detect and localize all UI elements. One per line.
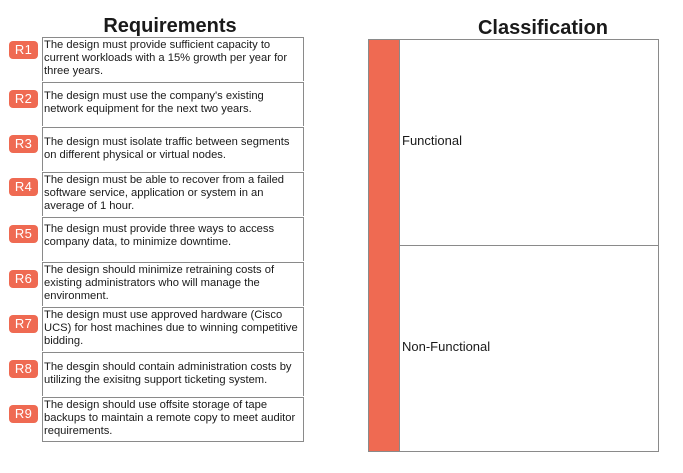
- requirement-badge: R2: [9, 90, 38, 108]
- requirement-card[interactable]: [42, 352, 304, 396]
- requirement-badge: R1: [9, 41, 38, 59]
- classification-panel: [368, 39, 659, 452]
- requirement-row-r7[interactable]: [0, 307, 310, 352]
- requirement-card[interactable]: [42, 37, 304, 81]
- requirement-text: The design must use approved hardware (Cisco UCS) for host machines due to winning competitive bidding.: [44, 309, 298, 347]
- requirement-row-r4[interactable]: [0, 172, 310, 217]
- requirement-text: The design should use offsite storage of tape backups to maintain a remote copy to meet auditor requirements.: [44, 399, 296, 437]
- requirement-card[interactable]: [42, 262, 304, 306]
- classification-bar: [369, 40, 400, 451]
- requirement-badge: R9: [9, 405, 38, 423]
- functional-drop-zone-label[interactable]: Functional: [402, 133, 462, 148]
- requirement-card[interactable]: [42, 217, 304, 261]
- requirement-row-r2[interactable]: [0, 82, 310, 127]
- requirement-card[interactable]: [42, 307, 304, 351]
- requirement-card[interactable]: [42, 397, 304, 442]
- requirement-text: The design must provide three ways to access company data, to minimize downtime.: [44, 223, 275, 248]
- requirement-card[interactable]: [42, 127, 304, 171]
- classification-heading: Classification: [477, 17, 609, 39]
- requirement-row-r3[interactable]: [0, 127, 310, 172]
- requirement-badge: R4: [9, 178, 38, 196]
- requirements-heading: Requirements: [103, 15, 237, 37]
- requirement-text: The design must isolate traffic between segments on different physical or virtual nodes.: [44, 136, 290, 161]
- non-functional-drop-zone-label[interactable]: Non-Functional: [402, 339, 491, 354]
- requirement-row-r5[interactable]: [0, 217, 310, 262]
- requirement-text: The design should minimize retraining costs of existing administrators who will manage the environment.: [44, 264, 275, 302]
- requirement-card[interactable]: [42, 82, 304, 126]
- requirement-badge: R7: [9, 315, 38, 333]
- requirement-row-r8[interactable]: [0, 352, 310, 397]
- requirement-row-r9[interactable]: [0, 397, 310, 442]
- requirement-text: The design must be able to recover from a failed software service, application or system in an average of 1 hour.: [44, 174, 285, 212]
- requirement-badge: R5: [9, 225, 38, 243]
- requirement-text: The design must provide sufficient capacity to current workloads with a 15% growth per year for three years.: [44, 39, 288, 77]
- requirement-badge: R6: [9, 270, 38, 288]
- requirement-text: The desgin should contain administration costs by utilizing the exisitng support ticketing system.: [44, 361, 292, 386]
- requirements-list: [0, 37, 310, 442]
- requirement-row-r6[interactable]: [0, 262, 310, 307]
- requirement-text: The design must use the company's existing network equipment for the next two years.: [44, 90, 264, 115]
- requirement-badge: R3: [9, 135, 38, 153]
- classification-divider: [399, 245, 658, 246]
- requirement-card[interactable]: [42, 172, 304, 216]
- requirement-row-r1[interactable]: [0, 37, 310, 82]
- requirement-badge: R8: [9, 360, 38, 378]
